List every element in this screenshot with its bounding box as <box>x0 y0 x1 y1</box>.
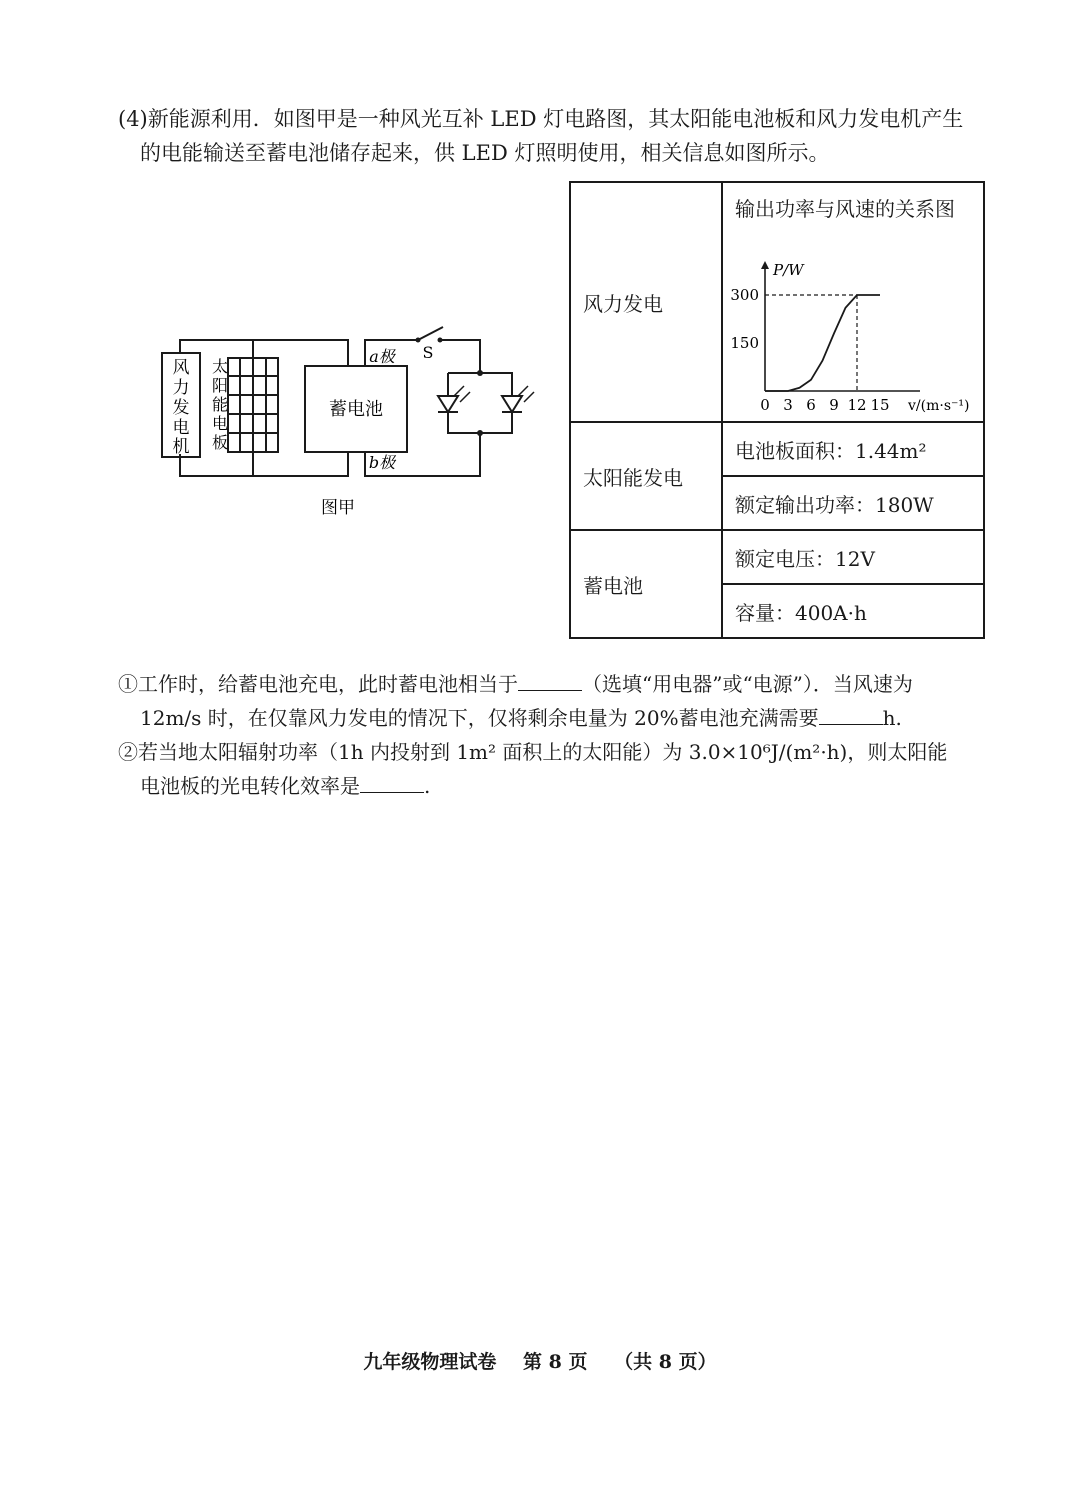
answer-blank[interactable] <box>819 704 883 725</box>
wind-generator-label: 发 <box>172 398 190 418</box>
power-windspeed-chart <box>723 259 971 419</box>
table-value-cell: 额定输出功率：180W <box>722 476 984 530</box>
table-value-cell: 额定电压：12V <box>722 530 984 584</box>
power-curve <box>765 295 880 391</box>
pole-b-label: b极 <box>368 453 396 472</box>
y-axis-label: P/W <box>773 261 804 279</box>
wind-generator-label: 风 <box>172 358 190 378</box>
page-number: 第 8 页 <box>523 1351 588 1373</box>
x-tick-label: 12 <box>847 396 867 414</box>
y-tick-label: 150 <box>730 334 759 352</box>
subquestion-text: . <box>424 774 431 798</box>
subquestion-1-line1 <box>118 667 988 701</box>
table-value-cell: 容量：400A·h <box>722 584 984 638</box>
subquestion-text: （选填“用电器”或“电源”）．当风速为 <box>582 672 913 696</box>
subquestion-text: 12m/s 时，在仅靠风力发电的情况下，仅将剩余电量为 20%蓄电池充满需要 <box>140 706 819 730</box>
page-total: （共 8 页） <box>614 1351 717 1373</box>
chart-cell <box>722 182 984 422</box>
question-intro-line2: 的电能输送至蓄电池储存起来，供 LED 灯照明使用，相关信息如图所示。 <box>140 141 830 165</box>
x-axis-label: v/(m·s⁻¹) <box>908 398 970 414</box>
subquestion-2-line2 <box>118 769 988 803</box>
subquestion-1-line2 <box>118 701 988 735</box>
solar-panel-label: 太 <box>211 357 229 376</box>
solar-panel-label: 电 <box>211 414 229 433</box>
exam-title: 九年级物理试卷 <box>363 1351 497 1373</box>
info-table <box>569 181 985 639</box>
table-category-cell: 太阳能发电 <box>570 422 722 530</box>
figure-caption: 图甲 <box>321 498 355 518</box>
battery-label: 蓄电池 <box>329 399 383 420</box>
x-tick-label: 0 <box>760 396 770 414</box>
answer-blank[interactable] <box>360 772 424 793</box>
page-footer <box>0 1347 1080 1374</box>
question-intro <box>118 102 978 170</box>
led-icon <box>438 386 470 412</box>
pole-a-label: a极 <box>369 347 395 366</box>
solar-panel-label: 板 <box>211 433 229 452</box>
x-tick-label: 9 <box>829 396 839 414</box>
subquestion-text: h. <box>882 706 902 730</box>
subquestion-1 <box>118 667 988 735</box>
table-value-cell: 电池板面积：1.44m² <box>722 422 984 476</box>
chart-title: 输出功率与风速的关系图 <box>735 197 955 221</box>
x-tick-label: 3 <box>783 396 793 414</box>
question-intro-line1: (4)新能源利用．如图甲是一种风光互补 LED 灯电路图，其太阳能电池板和风力发电机产生 <box>118 107 964 131</box>
subquestion-text: ①工作时，给蓄电池充电，此时蓄电池相当于 <box>118 672 518 696</box>
table-row <box>570 530 984 584</box>
wind-generator-label: 力 <box>172 378 190 398</box>
subquestion-text: 电池板的光电转化效率是 <box>140 774 360 798</box>
x-tick-label: 6 <box>806 396 816 414</box>
x-tick-label: 15 <box>870 396 890 414</box>
y-axis-arrow-icon <box>761 261 769 269</box>
y-tick-label: 300 <box>730 286 759 304</box>
solar-panel-label: 能 <box>211 395 229 414</box>
circuit-diagram <box>150 318 550 528</box>
subquestion-2-line1: ②若当地太阳辐射功率（1h 内投射到 1m² 面积上的太阳能）为 3.0×10⁶J/(m²·h)，则太阳能 <box>118 740 948 764</box>
table-row <box>570 422 984 476</box>
switch-label: S <box>422 343 434 362</box>
led-icon <box>502 386 534 412</box>
table-row <box>570 182 984 422</box>
table-category-cell: 蓄电池 <box>570 530 722 638</box>
table-category-cell: 风力发电 <box>570 182 722 422</box>
wind-generator-label: 机 <box>172 437 190 457</box>
subquestion-2 <box>118 735 988 803</box>
answer-blank[interactable] <box>518 670 582 691</box>
solar-panel-label: 阳 <box>211 376 229 395</box>
wind-generator-label: 电 <box>172 418 190 438</box>
